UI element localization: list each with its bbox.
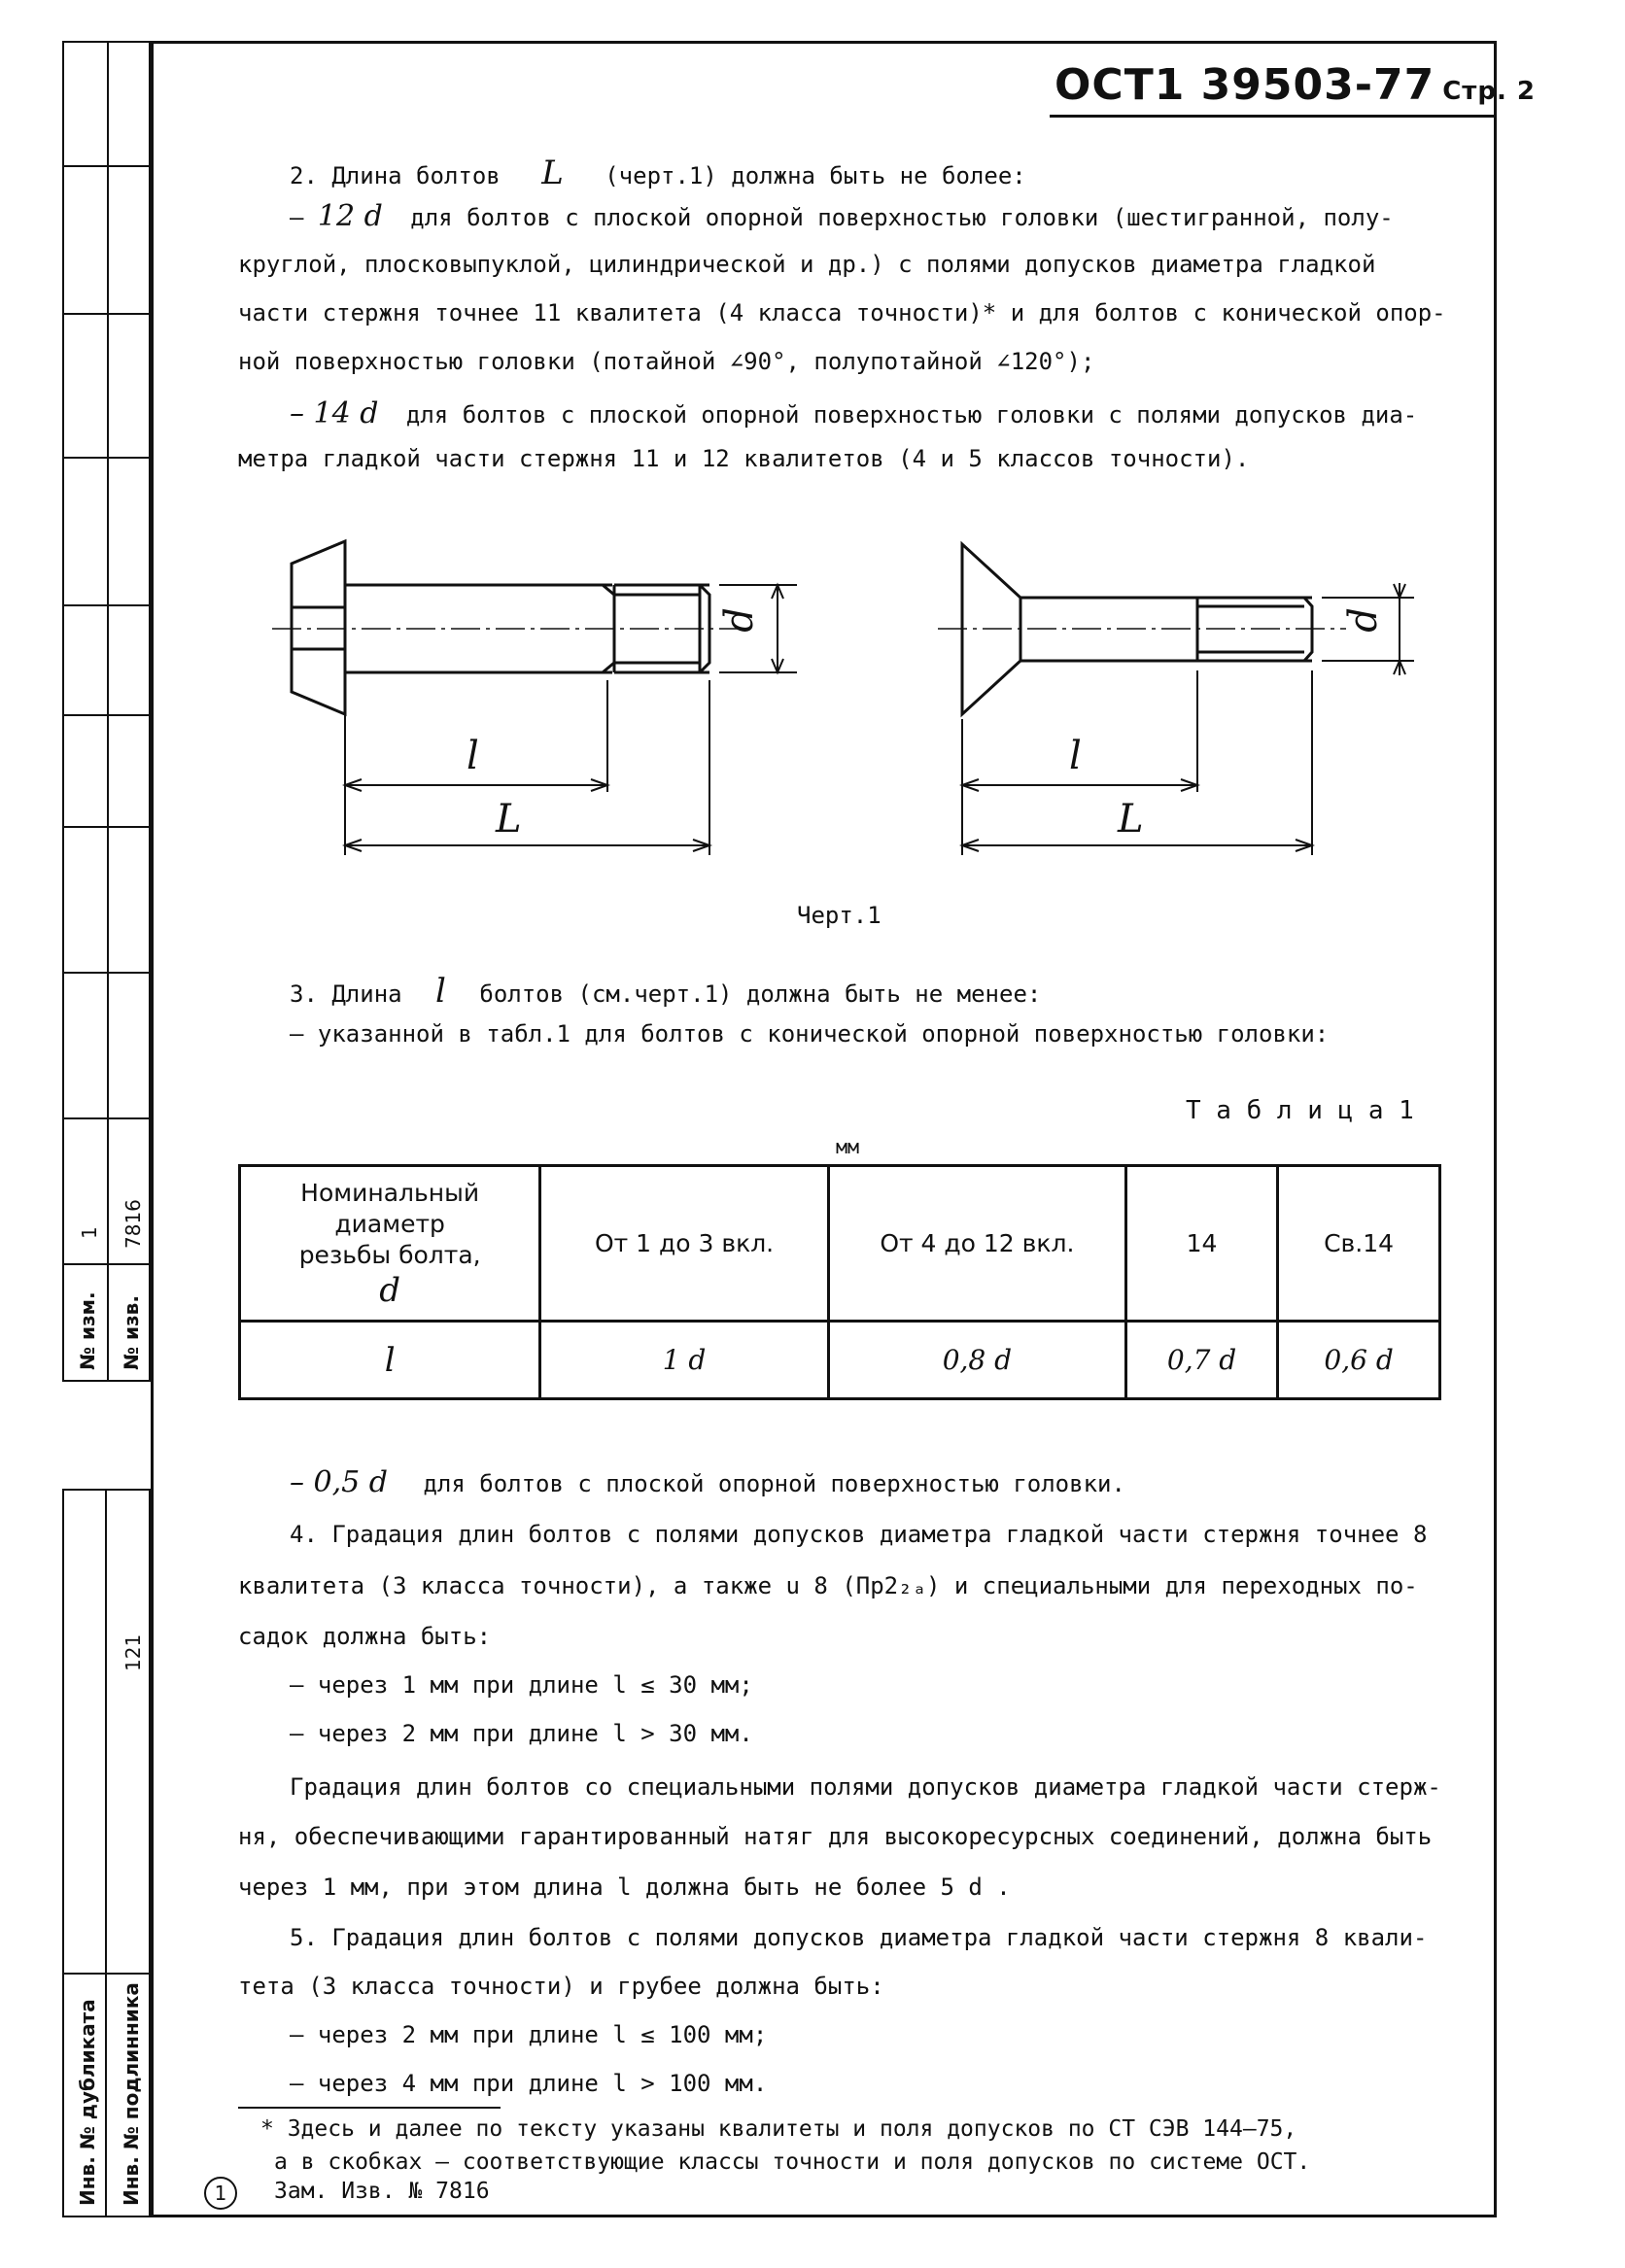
strip-divider — [62, 1263, 151, 1265]
p2-b2-symbol: – 14 d — [290, 396, 379, 430]
izv-value: 7816 — [121, 1199, 145, 1249]
p2-b1-line3: части стержня точнее 11 квалитета (4 класса точности)* и для болтов с конической опор- — [238, 299, 1446, 326]
strip-divider — [62, 1973, 151, 1975]
table-title: Т а б л и ц а 1 — [1186, 1096, 1414, 1125]
p3-intro — [290, 972, 1041, 1011]
dim-l-right: l — [1069, 734, 1082, 778]
table-cell: 0,7 d — [1125, 1322, 1277, 1399]
p2-b1-line4: ной поверхностью головки (потайной ∠90°, полупотайной ∠120°); — [238, 348, 1095, 375]
dim-d-right: d — [1340, 607, 1386, 633]
table-header-text: Номинальный диаметр резьбы болта, — [298, 1178, 481, 1269]
p4-grad-line2: ня, обеспечивающими гарантированный натяг для высокоресурсных соединений, должна быть — [238, 1823, 1433, 1850]
p4-grad-line1: Градация длин болтов со специальными полями допусков диаметра гладкой части стерж- — [290, 1773, 1441, 1801]
p3-symbol-l: l — [435, 972, 446, 1011]
izm-value: 1 — [78, 1226, 101, 1239]
strip-divider — [62, 972, 151, 974]
strip-split — [105, 1489, 107, 2217]
p3-line2: – указанной в табл.1 для болтов с конической опорной поверхностью головки: — [290, 1020, 1330, 1048]
table-col-3: 14 — [1125, 1166, 1277, 1322]
table-cell: 0,6 d — [1278, 1322, 1440, 1399]
p2-bullet1: – 12 d для болтов с плоской опорной поверхностью головки (шестигранной, полу- — [290, 199, 1394, 233]
inv-podl-label: Инв. № подлинника — [120, 1982, 143, 2206]
table-1 — [238, 1164, 1441, 1400]
table-header-symbol: d — [379, 1270, 401, 1310]
page-number: Стр. 2 — [1442, 77, 1536, 106]
p4-grad-line3: через 1 мм, при этом длина l должна быть не более 5 d . — [238, 1873, 1011, 1901]
table-col-4: Св.14 — [1278, 1166, 1440, 1322]
dim-L-right: L — [1118, 797, 1144, 842]
p4-bullet2: – через 2 мм при длине l > 30 мм. — [290, 1720, 753, 1747]
p2-intro-text: 2. Длина болтов — [290, 162, 501, 189]
table-cell: 1 d — [540, 1322, 829, 1399]
drawing-caption: Черт.1 — [797, 902, 882, 929]
p3-intro-rest: болтов (см.черт.1) должна быть не менее: — [479, 980, 1042, 1008]
p2-intro-rest: (черт.1) должна быть не более: — [605, 162, 1026, 189]
p5-line2: тета (3 класса точности) и грубее должна быть: — [238, 1973, 884, 2000]
after-table-text: для болтов с плоской опорной поверхностью головки. — [423, 1470, 1125, 1497]
p5-bullet2: – через 4 мм при длине l > 100 мм. — [290, 2070, 768, 2097]
doc-code: ОСТ1 39503-77 — [1055, 60, 1435, 110]
table-unit: мм — [836, 1135, 860, 1158]
table-cell: 0,8 d — [828, 1322, 1125, 1399]
dim-d-left: d — [716, 607, 762, 633]
table-row — [240, 1322, 1440, 1399]
p4-line3: садок должна быть: — [238, 1623, 492, 1650]
hex-head-shape — [292, 541, 345, 714]
after-table-line — [290, 1465, 1125, 1499]
change-note: Зам. Изв. № 7816 — [274, 2179, 490, 2204]
table-col-2: От 4 до 12 вкл. — [828, 1166, 1125, 1322]
table-header-row — [240, 1166, 1440, 1322]
dim-L-left: L — [496, 797, 522, 842]
p2-b1-symbol: 12 d — [317, 199, 383, 233]
table-row-symbol: l — [240, 1322, 540, 1399]
change-circle: 1 — [204, 2177, 237, 2210]
strip-divider — [62, 1117, 151, 1119]
p2-symbol-L: L — [541, 154, 564, 192]
p4-bullet1: – через 1 мм при длине l ≤ 30 мм; — [290, 1671, 753, 1699]
bolt-drawing — [0, 0, 1625, 972]
footnote-rule — [238, 2107, 501, 2109]
after-table-symbol: – 0,5 d — [290, 1465, 388, 1499]
p4-line2: квалитета (3 класса точности), а также u 8 (Пр2₂ₐ) и специальными для переходных по- — [238, 1572, 1418, 1599]
inv-podl-value: 121 — [121, 1633, 145, 1671]
p2-b1-line2: круглой, плосковыпуклой, цилиндрической и др.) с полями допусков диаметра гладкой — [238, 251, 1376, 278]
izv-label: № изв. — [120, 1295, 143, 1370]
p5-line1: 5. Градация длин болтов с полями допусков диаметра гладкой части стержня 8 квали- — [290, 1924, 1428, 1951]
p2-b2-line2: метра гладкой части стержня 11 и 12 квалитетов (4 и 5 классов точности). — [238, 445, 1250, 472]
izm-label: № изм. — [76, 1291, 99, 1370]
p5-bullet1: – через 2 мм при длине l ≤ 100 мм; — [290, 2021, 768, 2048]
footnote-line1: * Здесь и далее по тексту указаны квалитеты и поля допусков по СТ СЭВ 144–75, — [260, 2116, 1297, 2142]
p2-b1-line1: для болтов с плоской опорной поверхностью головки (шестигранной, полу- — [410, 204, 1394, 231]
p2-b2-line1: для болтов с плоской опорной поверхностью головки с полями допусков диа- — [405, 401, 1418, 429]
dim-l-left: l — [467, 734, 479, 778]
table-col-1: От 1 до 3 вкл. — [540, 1166, 829, 1322]
p4-line1: 4. Градация длин болтов с полями допусков диаметра гладкой части стержня точнее 8 — [290, 1521, 1428, 1548]
p3-intro-text: 3. Длина — [290, 980, 402, 1008]
table-header-cell — [240, 1166, 540, 1322]
footnote-line2: а в скобках – соответствующие классы точности и поля допусков по системе ОСТ. — [274, 2149, 1311, 2175]
inv-dubl-label: Инв. № дубликата — [76, 1999, 99, 2206]
